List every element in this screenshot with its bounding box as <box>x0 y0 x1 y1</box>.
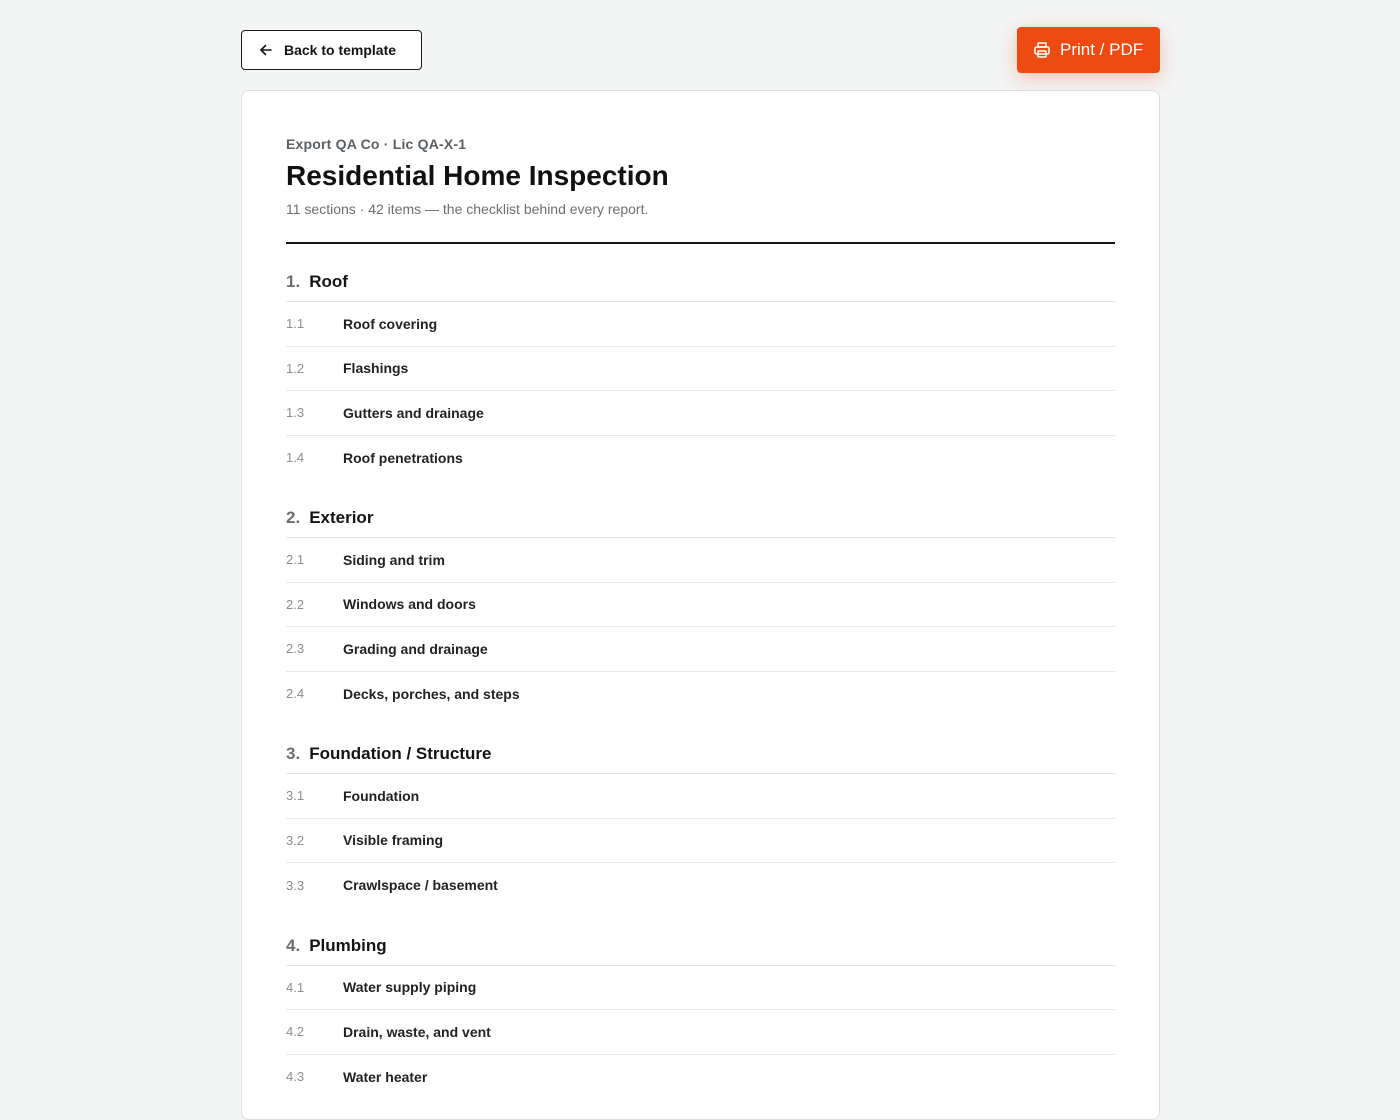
printer-icon <box>1033 41 1051 59</box>
arrow-left-icon <box>258 42 274 58</box>
checklist-item <box>286 966 1115 1011</box>
checklist-section <box>286 936 1115 1100</box>
item-label: Gutters and drainage <box>343 404 484 421</box>
item-label: Roof covering <box>343 315 438 332</box>
item-number: 3.3 <box>286 877 305 893</box>
item-number: 1.4 <box>286 450 305 466</box>
checklist-item <box>286 672 1115 717</box>
section-number: 3. <box>286 744 301 763</box>
section-number: 4. <box>286 935 301 955</box>
item-number: 2.2 <box>286 596 305 612</box>
checklist-document <box>241 90 1160 1120</box>
item-number: 3.1 <box>286 788 305 804</box>
section-heading <box>286 936 1115 966</box>
checklist-item <box>286 583 1115 628</box>
back-to-template-button[interactable] <box>241 30 422 70</box>
item-number: 1.3 <box>286 405 305 421</box>
checklist-item <box>286 391 1115 436</box>
checklist-item <box>286 627 1115 672</box>
item-label: Water supply piping <box>343 979 477 996</box>
section-items <box>286 966 1115 1100</box>
page-title: Residential Home Inspection <box>286 160 669 191</box>
section-title: Exterior <box>309 508 374 527</box>
header-divider <box>286 242 1115 244</box>
item-label: Windows and doors <box>343 596 476 613</box>
checklist-section <box>286 508 1115 716</box>
section-items <box>286 538 1115 716</box>
section-title: Plumbing <box>309 935 387 955</box>
page-subtitle: 11 sections · 42 items — the checklist behind every report. <box>286 201 649 217</box>
section-items <box>286 774 1115 908</box>
section-items <box>286 302 1115 480</box>
sections-list <box>286 272 1115 1099</box>
item-label: Visible framing <box>343 832 444 849</box>
back-button-label: Back to template <box>284 42 397 58</box>
checklist-section <box>286 744 1115 908</box>
item-number: 2.4 <box>286 686 305 702</box>
checklist-item <box>286 1010 1115 1055</box>
section-title: Foundation / Structure <box>309 744 492 763</box>
checklist-item <box>286 538 1115 583</box>
item-number: 2.1 <box>286 552 305 568</box>
item-number: 3.2 <box>286 832 305 848</box>
item-label: Grading and drainage <box>343 640 488 657</box>
section-heading <box>286 744 1115 774</box>
item-label: Decks, porches, and steps <box>343 685 520 702</box>
section-heading <box>286 272 1115 302</box>
item-number: 2.3 <box>286 641 305 657</box>
checklist-item <box>286 1055 1115 1100</box>
checklist-item <box>286 436 1115 481</box>
item-label: Siding and trim <box>343 551 445 568</box>
item-number: 4.3 <box>286 1069 305 1085</box>
company-license: Export QA Co · Lic QA-X-1 <box>286 136 467 152</box>
checklist-item <box>286 774 1115 819</box>
section-heading <box>286 508 1115 538</box>
item-label: Drain, waste, and vent <box>343 1023 491 1040</box>
checklist-item <box>286 863 1115 908</box>
item-label: Foundation <box>343 787 420 804</box>
checklist-item <box>286 819 1115 864</box>
checklist-item <box>286 302 1115 347</box>
toolbar <box>241 27 1160 73</box>
item-label: Crawlspace / basement <box>343 877 498 894</box>
checklist-item <box>286 347 1115 392</box>
item-number: 1.2 <box>286 360 305 376</box>
checklist-section <box>286 272 1115 480</box>
item-label: Flashings <box>343 360 409 377</box>
section-number: 1. <box>286 272 301 291</box>
section-title: Roof <box>309 272 348 291</box>
item-label: Roof penetrations <box>343 449 463 466</box>
item-number: 4.2 <box>286 1024 305 1040</box>
item-number: 1.1 <box>286 316 305 332</box>
print-pdf-button[interactable] <box>1017 27 1160 73</box>
section-number: 2. <box>286 508 301 527</box>
print-button-label: Print / PDF <box>1060 40 1144 59</box>
item-number: 4.1 <box>286 979 305 995</box>
item-label: Water heater <box>343 1068 428 1085</box>
